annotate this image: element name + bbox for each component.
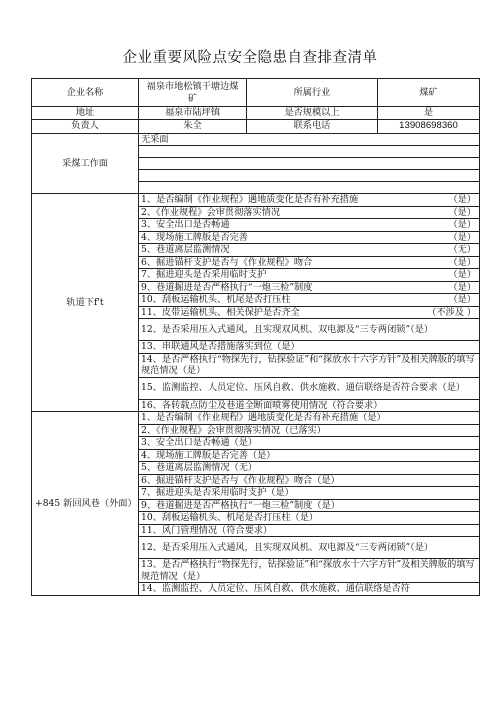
item-status: （是） [448, 294, 477, 305]
checklist-item: 7、掘进迎头是否采用临时支护（是） [139, 487, 480, 500]
section2-row [32, 194, 480, 207]
item-status: （是） [448, 206, 477, 218]
item-text: 4、现场施工牌版是否完善 [141, 231, 248, 243]
industry-label: 所属行业 [247, 79, 378, 107]
checklist-item [139, 231, 480, 244]
item-status: （无） [448, 244, 477, 255]
item-status: （是） [448, 269, 477, 280]
address-label: 地址 [32, 107, 139, 120]
checklist-item: 3、安全出口是否畅通（是） [139, 437, 480, 450]
manager-value: 朱全 [139, 119, 247, 133]
checklist-item: 14、监测监控、人员定位、压风自救、供水施救、通信联络是否符 [139, 583, 480, 596]
item-text: 7、掘进迎头是否采用临时支护 [141, 269, 267, 280]
section2-label: 轨道下f't [32, 194, 139, 412]
section1-row [32, 133, 480, 146]
above-scale-value: 是 [378, 107, 480, 120]
checklist-item: 4、现场施工牌版是否完善（是） [139, 449, 480, 462]
item-text: 2、《作业规程》会审贯彻落实情况 [141, 206, 281, 218]
company-value: 福泉市地松镇干塘边煤矿 [139, 79, 247, 107]
checklist-item [139, 294, 480, 307]
document-title: 企业重要风险点安全隐患自查排查清单 [122, 50, 378, 66]
checklist-item: 10、刮板运输机头、机尾是否打压柱（是） [139, 512, 480, 525]
checklist-item: 12、是否采用压入式通风，且实现双风机、双电源及“三专两闭锁”（是） [139, 319, 480, 341]
item-status: （是） [448, 231, 477, 243]
inspection-table [31, 78, 480, 596]
checklist-item [139, 219, 480, 232]
header-row-company [32, 79, 480, 107]
item-status: （不涉及 ） [427, 306, 477, 318]
item-text: 6、掘进锚杆支护是否与《作业规程》吻合 [141, 256, 313, 268]
above-scale-label: 是否规模以上 [247, 107, 378, 120]
checklist-item [139, 206, 480, 219]
item-status: （是） [448, 219, 477, 230]
checklist-item: 9、巷道掘进是否严格执行“一炮三检”制度（是） [139, 499, 480, 512]
checklist-item [139, 256, 480, 269]
company-label: 企业名称 [32, 79, 139, 107]
item-text: 1、是否编制《作业规程》遇地质变化是否有补充措施 [141, 194, 359, 205]
phone-label: 联系电话 [247, 119, 378, 133]
checklist-item [139, 281, 480, 294]
checklist-item [139, 306, 480, 319]
checklist-item: 14、是否严格执行“物探先行，钻探验证”和“探放水十六字方针”及相关牌版的填写规范情况（是） [139, 353, 480, 377]
checklist-item: 13、串联通风是否措施落实到位（是） [139, 341, 480, 354]
section3-label: +845 新回风巷（外面） [32, 412, 139, 596]
item-text: 11、皮带运输机头、相关保护是否齐全 [141, 306, 300, 318]
header-row-manager [32, 119, 480, 133]
item-status: （是） [448, 281, 477, 293]
item-status: （是） [448, 256, 477, 268]
item-text: 10、刮板运输机头、机尾是否打压柱 [141, 294, 291, 305]
section3-row [32, 412, 480, 425]
checklist-item: 15、监测监控、人员定位、压风自救、供水施救、通信联络是否符合要求（是） [139, 377, 480, 399]
item-text: 5、巷道离层监测情况 [141, 244, 230, 255]
section1-label: 采煤工作面 [32, 133, 139, 194]
checklist-item: 11、风门管理情况（符合要求） [139, 524, 480, 537]
header-row-address [32, 107, 480, 120]
item-status: （是） [448, 194, 477, 205]
section3-body [32, 412, 480, 596]
section2-body [32, 194, 480, 412]
checklist-item [139, 194, 480, 207]
checklist-item: 1、是否编制《作业规程》遇地质变化是否有补充措施（是） [139, 412, 480, 425]
industry-value: 煤矿 [378, 79, 480, 107]
address-value: 福泉市陆坪镇 [139, 107, 247, 120]
checklist-item: 2、《作业规程》会审贯彻落实情况（已落实） [139, 424, 480, 437]
checklist-item: 16、各转载点防尘及巷道全断面喷雾使用情况（符合要求） [139, 399, 480, 412]
checklist-item [139, 244, 480, 257]
item-text: 3、安全出口是否畅通 [141, 219, 230, 230]
checklist-item [139, 269, 480, 282]
checklist-item: 5、巷道离层监测情况（无） [139, 462, 480, 475]
section1-line: 无采面 [139, 133, 480, 146]
item-text: 9、巷道掘进是否严格执行“一炮三检”制度 [141, 281, 313, 293]
phone-value: 13908698360 [378, 119, 480, 133]
checklist-item: 13、是否严格执行“物探先行，钻探验证”和“探放水十六字方针”及相关牌版的填写规范情况（是） [139, 559, 480, 583]
checklist-item: 6、掘进锚杆支护是否与《作业规程》吻合（是） [139, 474, 480, 487]
checklist-item: 12、是否采用压入式通风，且实现双风机、双电源及“三专两闭锁”（是） [139, 537, 480, 559]
manager-label: 负责人 [32, 119, 139, 133]
